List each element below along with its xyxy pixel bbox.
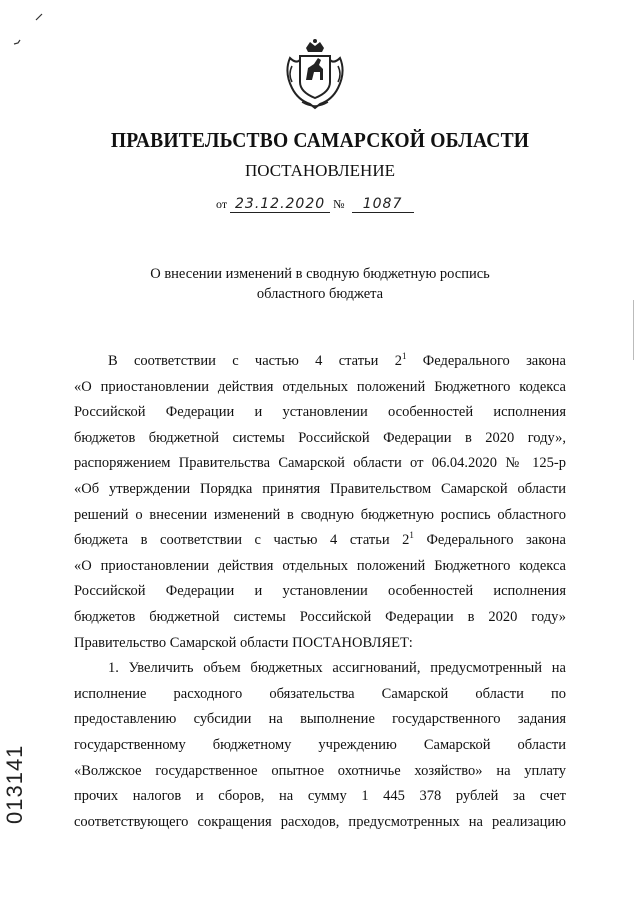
document-type: ПОСТАНОВЛЕНИЕ	[244, 161, 395, 180]
scan-marks	[0, 0, 60, 60]
date-prefix: от	[216, 197, 228, 211]
body-line: «Волжское государственное опытное охотничье хозяйство» на уплату	[74, 762, 566, 779]
side-serial-number: 013141	[2, 744, 27, 824]
body-line: государственному бюджетному учреждению Самарской области	[74, 736, 566, 753]
body-line: решений о внесении изменений в сводную бюджетную роспись областного	[74, 506, 566, 523]
body-line: Российской Федерации и установлении особенностей исполнения	[74, 583, 566, 600]
body-line: бюджета в соответствии с частью 4 статьи $2^1$ Федерального закона	[74, 530, 566, 549]
body-line: «О приостановлении действия отдельных положений Бюджетного кодекса	[74, 557, 566, 574]
body-line: прочих налогов и сборов, на сумму 1 445 378 рублей за счет	[74, 788, 566, 805]
document-number: 1087	[352, 196, 414, 213]
body-line: предоставлению субсидии на выполнение государственного задания	[74, 711, 566, 728]
organization-title: ПРАВИТЕЛЬСТВО САМАРСКОЙ ОБЛАСТИ	[110, 128, 530, 152]
number-prefix: №	[333, 197, 345, 211]
body-line: бюджетов бюджетной системы Российской Федерации в 2020 году»,	[74, 429, 566, 446]
subject-line: О внесении изменений в сводную бюджетную роспись	[150, 266, 490, 282]
body-line: исполнение расходного обязательства Самарской области по	[74, 685, 566, 702]
body-line: Правительство Самарской области ПОСТАНОВЛЯЕТ:	[74, 634, 413, 651]
body-line: В соответствии с частью 4 статьи $2^1$ Федерального закона	[108, 351, 566, 369]
document-date: 23.12.2020	[230, 196, 330, 213]
body-line: Российской Федерации и установлении особенностей исполнения	[74, 404, 566, 421]
body-line: «Об утверждении Порядка принятия Правительством Самарской области	[74, 480, 566, 497]
body-line: распоряжением Правительства Самарской области от 06.04.2020 № 125-р	[74, 455, 566, 472]
document-body	[74, 349, 566, 835]
body-line: соответствующего сокращения расходов, предусмотренных на реализацию	[74, 813, 566, 830]
coat-of-arms-emblem	[284, 36, 346, 112]
body-line: бюджетов бюджетной системы Российской Федерации в 2020 году»	[74, 608, 566, 625]
subject-line: областного бюджета	[256, 286, 384, 302]
body-line: «О приостановлении действия отдельных положений Бюджетного кодекса	[74, 378, 566, 395]
scan-edge-line	[633, 300, 634, 360]
body-line: 1. Увеличить объем бюджетных ассигнований, предусмотренный на	[108, 660, 566, 677]
date-number-line	[216, 196, 414, 213]
document-subject	[120, 264, 520, 304]
